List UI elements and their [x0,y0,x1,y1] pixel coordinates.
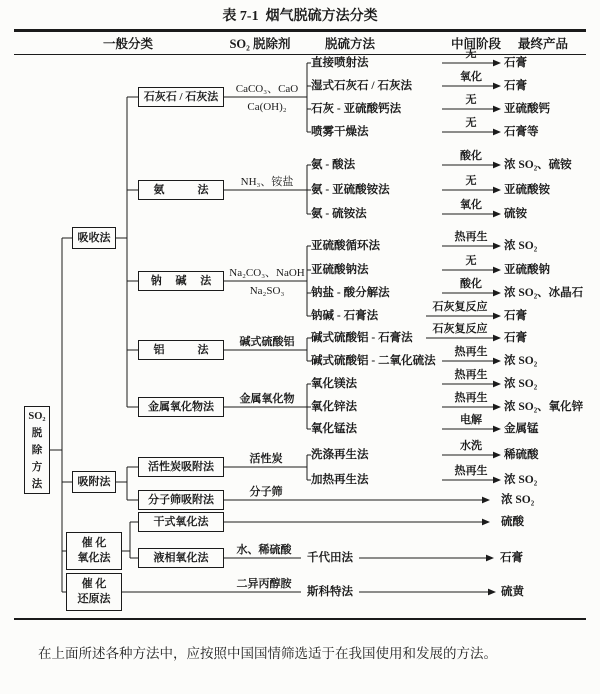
method-label: 斯科特法 [307,586,353,598]
method-label: 喷雾干燥法 [311,126,369,138]
product-label: 石膏 [504,332,527,344]
agent-label: Na₂CO₃、NaOH [229,267,305,279]
product-label: 浓 SO₂ [504,378,538,390]
column-header-method: 脱硫方法 [324,37,375,51]
agent-label: Na₂SO₃ [249,285,285,297]
node-activated-carbon: 活性炭吸附法 [138,457,224,477]
method-label: 氨 - 亚硫酸铵法 [311,184,390,196]
node-liquid-oxidation: 液相氧化法 [138,548,224,568]
product-label: 浓 SO₂、氧化锌 [504,401,584,413]
node-dry-oxidation: 干式氧化法 [138,512,224,532]
method-label: 氨 - 硫铵法 [311,208,367,220]
method-label: 氨 - 酸法 [311,159,356,171]
method-label: 石灰 - 亚硫酸钙法 [311,103,402,115]
method-label: 加热再生法 [311,474,369,486]
product-label: 硫铵 [504,208,527,220]
branch-catalytic-reduction: 催 化 还原法 [66,573,122,611]
node-molecular-sieve: 分子筛吸附法 [138,490,224,510]
product-label: 浓 SO₂、冰晶石 [504,287,584,299]
agent-label: 分子筛 [249,486,283,498]
node-limestone: 石灰石 / 石灰法 [138,87,224,107]
column-header-stage: 中间阶段 [450,37,501,51]
product-label: 浓 SO₂ [504,355,538,367]
stage-label: 无 [465,117,477,129]
product-label: 石膏 [504,80,527,92]
product-label: 石膏 [500,552,523,564]
stage-label: 热再生 [454,231,488,243]
rule-bottom [14,618,586,620]
product-label: 浓 SO₂ [504,474,538,486]
agent-label: 水、稀硫酸 [236,544,292,556]
product-label: 浓 SO₂ [501,494,535,506]
stage-label: 无 [465,255,477,267]
method-label: 碱式硫酸铝 - 石膏法 [311,332,413,344]
method-label: 洗涤再生法 [311,449,369,461]
table-title: 表 7-1 烟气脱硫方法分类 [222,9,378,24]
product-label: 稀硫酸 [504,449,539,461]
column-header-classification: 一般分类 [102,37,153,51]
product-label: 石膏 [504,310,527,322]
node-soda: 钠 碱 法 [138,271,224,291]
stage-label: 酸化 [460,278,482,290]
method-label: 亚硫酸钠法 [311,264,369,276]
root-formula: SO₂ [28,410,46,422]
method-label: 千代田法 [307,552,353,564]
agent-label: 碱式硫酸铝 [239,336,295,348]
stage-label: 无 [465,175,477,187]
product-label: 亚硫酸钙 [504,103,550,115]
stage-label: 电解 [460,414,482,426]
stage-label: 氧化 [460,199,482,211]
method-label: 直接喷射法 [311,57,369,69]
stage-label: 无 [465,48,477,60]
product-label: 金属锰 [504,423,539,435]
stage-label: 热再生 [454,465,488,477]
branch-catalytic-oxidation: 催 化 氧化法 [66,532,122,570]
product-label: 亚硫酸铵 [504,184,550,196]
method-label: 钠盐 - 酸分解法 [311,287,390,299]
branch-adsorption: 吸附法 [72,471,116,493]
product-label: 浓 SO₂ [504,240,538,252]
stage-label: 热再生 [454,369,488,381]
method-label: 氧化锰法 [311,423,357,435]
product-label: 硫酸 [501,516,524,528]
method-label: 钠碱 - 石膏法 [311,310,379,322]
node-ammonia: 氨 法 [138,180,224,200]
product-label: 浓 SO₂、硫铵 [504,159,572,171]
agent-label: Ca(OH)₂ [247,101,287,113]
agent-label: CaCO₃、CaO [235,83,299,95]
product-label: 亚硫酸钠 [504,264,550,276]
footer-note: 在上面所述各种方法中，应按照中国国情筛选适于在我国使用和发展的方法。 [38,646,497,661]
method-label: 氧化锌法 [311,401,357,413]
node-aluminum: 铝 法 [138,340,224,360]
agent-label: 活性炭 [249,453,283,465]
method-label: 氧化镁法 [311,378,357,390]
branch-absorption: 吸收法 [72,227,116,249]
method-label: 亚硫酸循环法 [311,240,380,252]
stage-label: 水洗 [460,440,482,452]
root-node: SO₂ 脱 除 方 法 [24,406,50,494]
agent-label: 金属氧化物 [239,393,295,405]
product-label: 石膏 [504,57,527,69]
method-label: 碱式硫酸铝 - 二氧化硫法 [311,355,436,367]
node-metal-oxide: 金属氧化物法 [138,397,224,417]
stage-label: 石灰复反应 [432,323,488,335]
stage-label: 热再生 [454,346,488,358]
agent-label: NH₃、铵盐 [240,176,294,188]
stage-label: 石灰复反应 [432,301,488,313]
product-label: 石膏等 [504,126,539,138]
stage-label: 氧化 [460,71,482,83]
product-label: 硫黄 [501,586,524,598]
stage-label: 热再生 [454,392,488,404]
column-header-product: 最终产品 [517,37,568,51]
column-header-agent: SO₂ 脱除剂 [229,37,291,51]
method-label: 湿式石灰石 / 石灰法 [311,80,412,92]
stage-label: 酸化 [460,150,482,162]
stage-label: 无 [465,94,477,106]
agent-label: 二异丙醇胺 [236,578,292,590]
